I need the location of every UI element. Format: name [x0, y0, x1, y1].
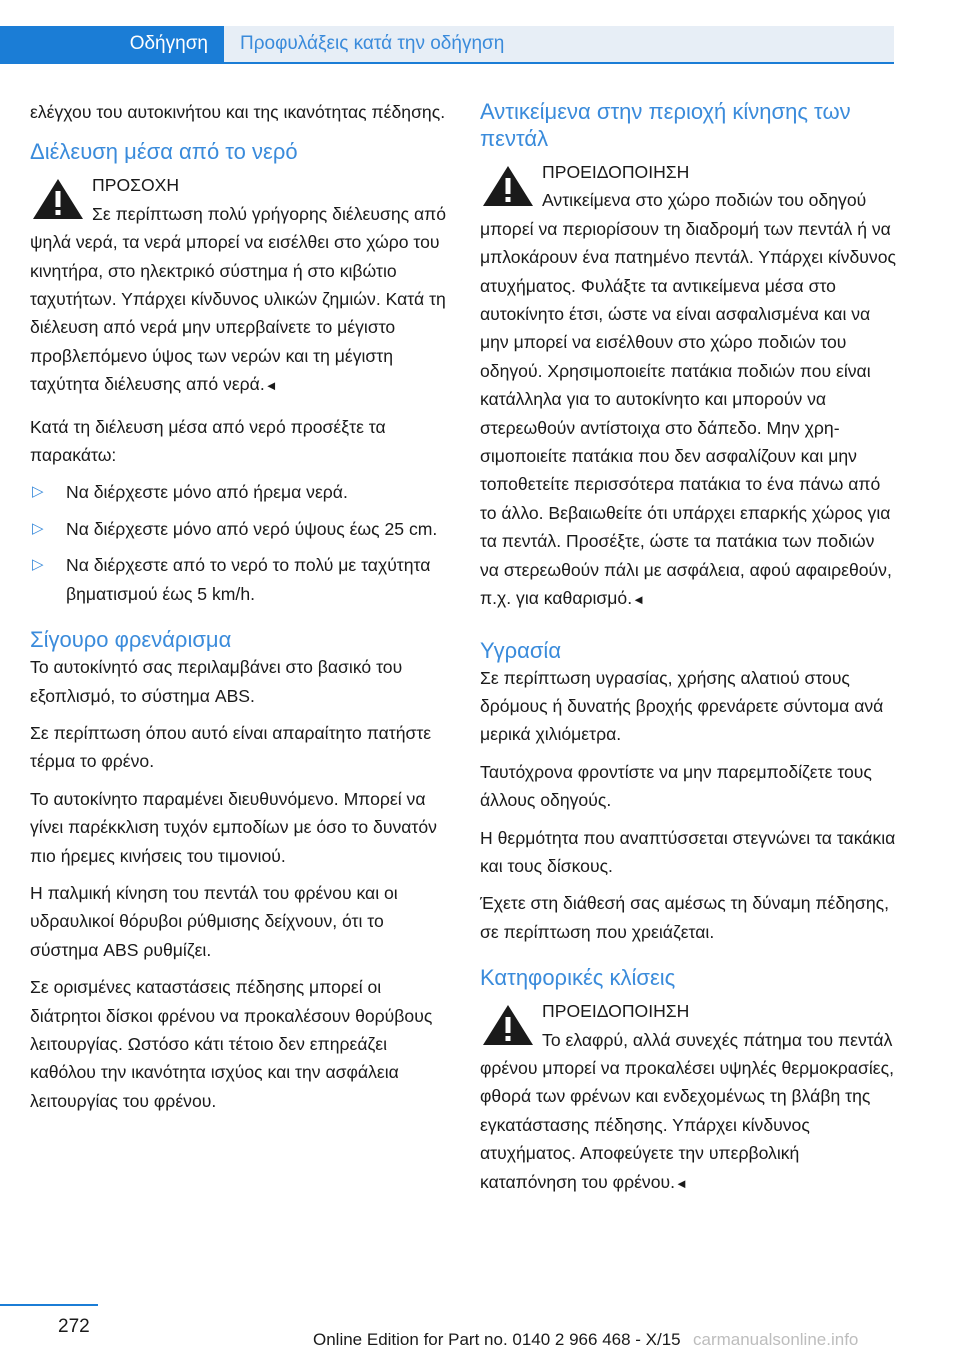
paragraph: Έχετε στη διάθεσή σας αμέσως τη δύναμη πέδησης, σε περίπτωση που χρειάζεται.: [480, 893, 889, 942]
section-title: Αντικείμενα στην περιοχή κίνησης των πεντάλ: [480, 99, 851, 151]
warning-triangle-icon: [30, 175, 86, 223]
paragraph: Η θερμότητα που αναπτύσσεται στεγνώνει τα τακάκια και τους δίσκους.: [480, 827, 896, 876]
footer-rule: [0, 1304, 98, 1306]
section-title: Διέλευση μέσα από το νερό: [30, 139, 298, 165]
bullet-icon: ▷: [32, 556, 44, 574]
warning-notice: [480, 997, 898, 1198]
caution-notice: [30, 171, 448, 400]
section-water-crossing: [30, 138, 448, 608]
paragraph-continued: ελέγχου του αυτοκινήτου και της ικανότητας πέδησης.: [30, 102, 446, 122]
section-title: Υγρασία: [480, 637, 562, 663]
end-mark-icon: ◄: [632, 592, 645, 608]
end-mark-icon: ◄: [264, 378, 278, 394]
header-rule: [0, 62, 894, 64]
right-column: [480, 98, 898, 1198]
section-safe-braking: [30, 626, 448, 1115]
paragraph: Η παλμική κίνηση του πεντάλ του φρένου και οι υδραυλικοί θόρυβοι ρύθμισης δείχνουν, ότι το σύστημα ABS ρυθμίζει.: [30, 882, 398, 960]
chapter-tab[interactable]: Οδήγηση: [0, 26, 224, 62]
list-item: ▷ Να διέρχεστε μόνο από νερό ύψους έως 25 cm.: [30, 515, 448, 543]
paragraph: Το αυτοκίνητό σας περιλαμβάνει στο βασικό του εξοπλισμό, το σύστημα ABS.: [30, 657, 403, 706]
bullet-icon: ▷: [32, 483, 44, 501]
paragraph: Ταυτόχρονα φροντίστε να μην παρεμποδίζετε τους άλλους οδηγούς.: [480, 761, 872, 811]
warning-triangle-icon: [480, 1001, 536, 1049]
end-mark-icon: ◄: [675, 1175, 688, 1191]
paragraph: Το αυτοκίνητο παραμένει διευθυνόμενο. Μπορεί να γίνει παρέκκλιση τυχόν εμποδίων με όσο το δυνατόν πιο ήρεμες κινήσεις του τιμονιού.: [30, 788, 437, 866]
section-downhill: [480, 964, 898, 1198]
list-item: ▷ Να διέρχεστε από το νερό το πολύ με ταχύτητα βηματισμού έως 5 km/h.: [30, 551, 448, 608]
bullet-icon: ▷: [32, 519, 44, 537]
water-crossing-list: [30, 478, 448, 608]
watermark: carmanualsonline.info: [693, 1330, 859, 1349]
page-header: [0, 0, 960, 62]
warning-text: Αντικείμενα στο χώρο ποδιών του οδηγού μπορεί να περιορίσουν τη διαδρομή των πεντάλ ή να μπλοκάρουν ένα πατημένο πεντάλ. Υπάρχει κίνδυνος ατυχήματος. Φυλάξτε τα αντικείμενα μέσα στο αυτοκίνητο έτσι, ώστε να είναι ασφαλισμένα και να μην μπορεί να εισέλθουν στο χώρο ποδιών του οδηγού. Χρησιμοποιείτε πατάκια ποδιών που είναι κατάλληλα για το αυτοκίνητο και μπορούν να στερεωθούν αντίστοιχα στο δάπεδο. Μην χρησιμοποιείτε πατάκια που δεν ασφαλίζουν και μην τοποθετείτε περισσότερα πατάκια το ένα πάνω από το άλλο. Βεβαιωθείτε ότι υπάρχει επαρκής χώρος για τα πεντάλ. Προσέξτε, ώστε τα πατάκια των ποδιών να στερεωθούν πάλι με ασφάλεια, αφού αφαιρεθούν, π.χ. για καθαρισμό.◄: [480, 190, 896, 609]
list-item: ▷ Να διέρχεστε μόνο από ήρεμα νερά.: [30, 478, 448, 506]
warning-text: Το ελαφρύ, αλλά συνεχές πάτημα του πεντάλ φρένου μπορεί να προκαλέσει υψηλές θερμοκρασίες, φθορά των φρένων και ενδεχομένως τη βλάβη της εγκατάστασης πέδησης. Υπάρχει κίνδυνος ατυχήματος. Αποφεύγετε την υπερβολική καταπόνηση του φρένου.◄: [480, 1029, 894, 1192]
section-pedal-area: [480, 98, 898, 615]
list-intro: Κατά τη διέλευση μέσα από νερό προσέξτε τα παρακάτω:: [30, 416, 386, 466]
paragraph: Σε ορισμένες καταστάσεις πέδησης μπορεί οι διάτρητοι δίσκοι φρένου να προκαλέσουν θορύβους λειτουργίας. Ωστόσο κάτι τέτοιο δεν επηρεάζει καθόλου την ικανότητα ισχύος και την ασφάλεια λειτουργίας του φρένου.: [30, 977, 433, 1111]
paragraph: Σε περίπτωση όπου αυτό είναι απαραίτητο πατήστε τέρμα το φρένο.: [30, 722, 432, 772]
warning-triangle-icon: [480, 162, 536, 210]
warning-label: ΠΡΟΕΙΔΟΠΟΙΗΣΗ: [542, 1001, 690, 1022]
page-number: 272: [58, 1316, 90, 1337]
caution-text: Σε περίπτωση πολύ γρήγορης διέλευσης από ψηλά νερά, τα νερά μπορεί να εισέλθει στο χώρο του κινητήρα, στο ηλεκτρικό σύστημα ή στο κιβώτιο ταχυτήτων. Υπάρχει κίνδυνος υλικών ζημιών. Κατά τη διέλευση από νερά μην υπερβαίνετε το μέγιστο προβλεπόμενο ύψος των νερών και τη μέγιστη ταχύτητα διέλευσης από νερά.◄: [30, 203, 447, 395]
section-title: Σίγουρο φρενάρισμα: [30, 627, 232, 653]
section-title: Κατηφορικές κλίσεις: [480, 965, 676, 991]
caution-label: ΠΡΟΣΟΧΗ: [92, 175, 180, 196]
section-moisture: [480, 637, 898, 947]
paragraph: Σε περίπτωση υγρασίας, χρήσης αλατιού στους δρόμους ή δυνατής βροχής φρενάρετε σύντομα ανά μερικά χιλιόμετρα.: [480, 667, 884, 745]
section-tab[interactable]: Προφυλάξεις κατά την οδήγηση: [224, 26, 894, 62]
left-column: [30, 98, 448, 1124]
edition-note: Online Edition for Part no. 0140 2 966 468 - X/15: [313, 1330, 681, 1349]
warning-notice: [480, 158, 898, 615]
warning-label: ΠΡΟΕΙΔΟΠΟΙΗΣΗ: [542, 162, 690, 182]
